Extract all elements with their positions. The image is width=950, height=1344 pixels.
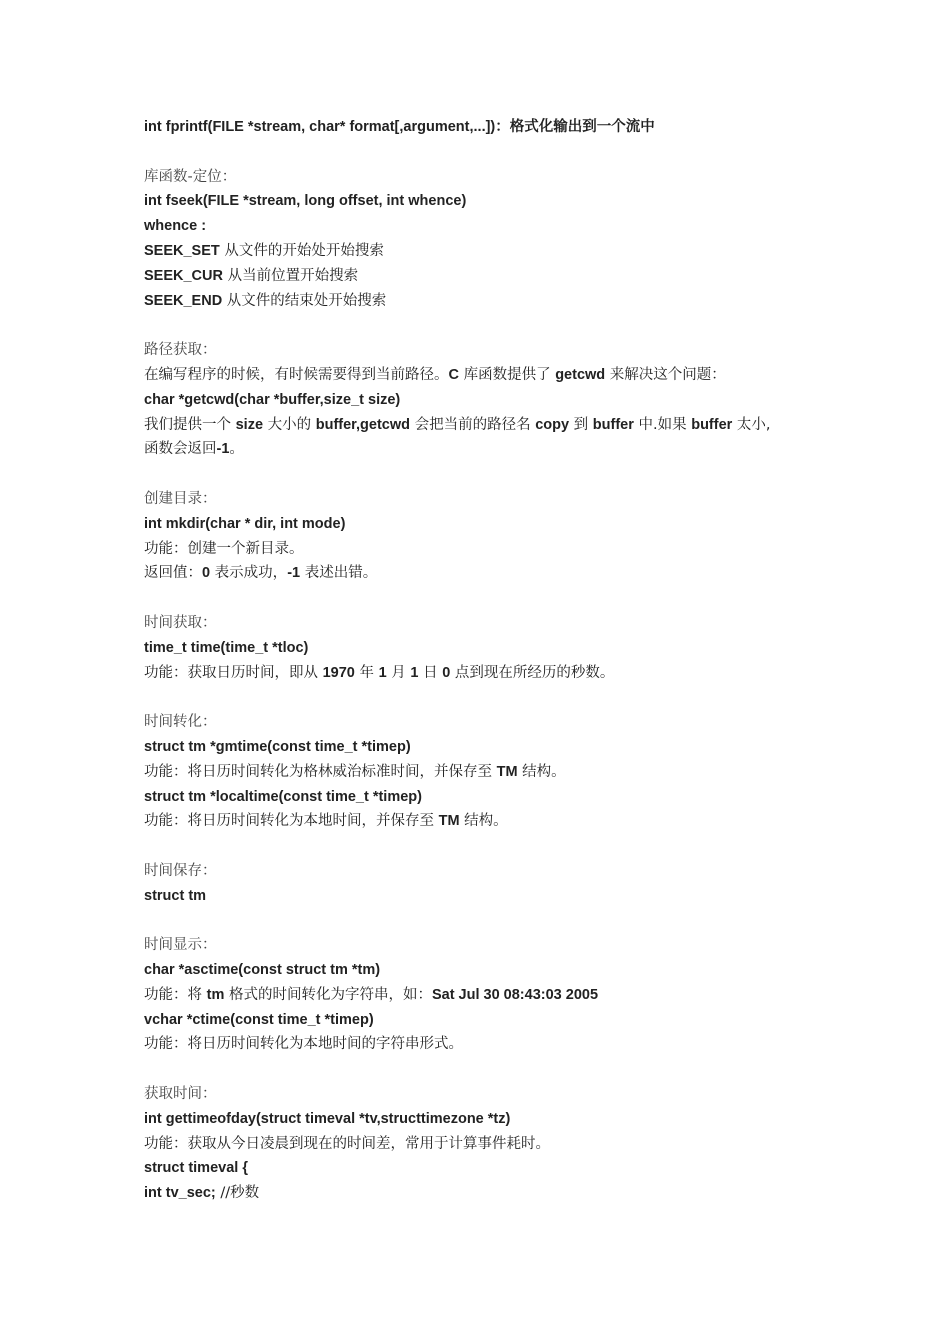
gmtime-function: 功能：将日历时间转化为格林威治标准时间，并保存至 TM 结构。 bbox=[144, 763, 566, 780]
asctime-function: 功能：将 tm 格式的时间转化为字符串，如：Sat Jul 30 08:43:03 2005 bbox=[144, 986, 599, 1003]
struct-tm: struct tm bbox=[144, 887, 207, 904]
section-title-save: 时间保存： bbox=[144, 862, 217, 879]
tv-sec-field: int tv_sec; //秒数 bbox=[144, 1185, 260, 1202]
gettimeofday-signature: int gettimeofday(struct timeval *tv,structtimezone *tz) bbox=[144, 1110, 511, 1127]
section-title-fseek: 库函数-定位： bbox=[144, 168, 237, 185]
ctime-signature: vchar *ctime(const time_t *timep) bbox=[144, 1011, 374, 1028]
time-function: 功能：获取日历时间，即从 1970 年 1 月 1 日 0 点到现在所经历的秒数。 bbox=[144, 664, 615, 681]
asctime-signature: char *asctime(const struct tm *tm) bbox=[144, 962, 381, 979]
gmtime-signature: struct tm *gmtime(const time_t *timep) bbox=[144, 738, 411, 755]
localtime-signature: struct tm *localtime(const time_t *timep) bbox=[144, 788, 422, 805]
fprintf-line bbox=[144, 115, 824, 140]
section-title-convert: 时间转化： bbox=[144, 714, 217, 731]
gettimeofday-function: 功能：获取从今日凌晨到现在的时间差，常用于计算事件耗时。 bbox=[144, 1135, 550, 1152]
section-title-getcwd: 路径获取： bbox=[144, 342, 217, 359]
mkdir-signature: int mkdir(char * dir, int mode) bbox=[144, 515, 346, 532]
fseek-signature: int fseek(FILE *stream, long offset, int whence) bbox=[144, 193, 467, 210]
section-title-time: 时间获取： bbox=[144, 614, 217, 631]
section-title-display: 时间显示： bbox=[144, 937, 217, 954]
document-page bbox=[144, 115, 824, 1206]
seek-end-line: SEEK_END 从文件的结束处开始搜索 bbox=[144, 292, 387, 309]
section-title-mkdir: 创建目录： bbox=[144, 490, 217, 507]
ctime-function: 功能：将日历时间转化为本地时间的字符串形式。 bbox=[144, 1036, 463, 1053]
section-title-gettimeofday: 获取时间： bbox=[144, 1086, 217, 1103]
fprintf-signature: int fprintf(FILE *stream, char* format[,argument,...])：格式化输出到一个流中 bbox=[144, 119, 655, 135]
mkdir-function: 功能：创建一个新目录。 bbox=[144, 540, 304, 557]
time-signature: time_t time(time_t *tloc) bbox=[144, 639, 309, 656]
seek-set-line: SEEK_SET 从文件的开始处开始搜索 bbox=[144, 242, 384, 259]
getcwd-desc: 在编写程序的时候，有时候需要得到当前路径。C 库函数提供了 getcwd 来解决这个问题： bbox=[144, 366, 726, 383]
mkdir-return: 返回值：0 表示成功，-1 表述出错。 bbox=[144, 565, 378, 582]
getcwd-signature: char *getcwd(char *buffer,size_t size) bbox=[144, 391, 401, 408]
localtime-function: 功能：将日历时间转化为本地时间，并保存至 TM 结构。 bbox=[144, 813, 508, 830]
struct-timeval: struct timeval { bbox=[144, 1160, 248, 1177]
seek-cur-line: SEEK_CUR 从当前位置开始搜索 bbox=[144, 267, 359, 284]
getcwd-explain-2: 函数会返回-1。 bbox=[144, 441, 244, 458]
getcwd-explain-1: 我们提供一个 size 大小的 buffer,getcwd 会把当前的路径名 copy 到 buffer 中.如果 buffer 太小, bbox=[144, 416, 771, 433]
whence-label: whence : bbox=[144, 218, 207, 235]
